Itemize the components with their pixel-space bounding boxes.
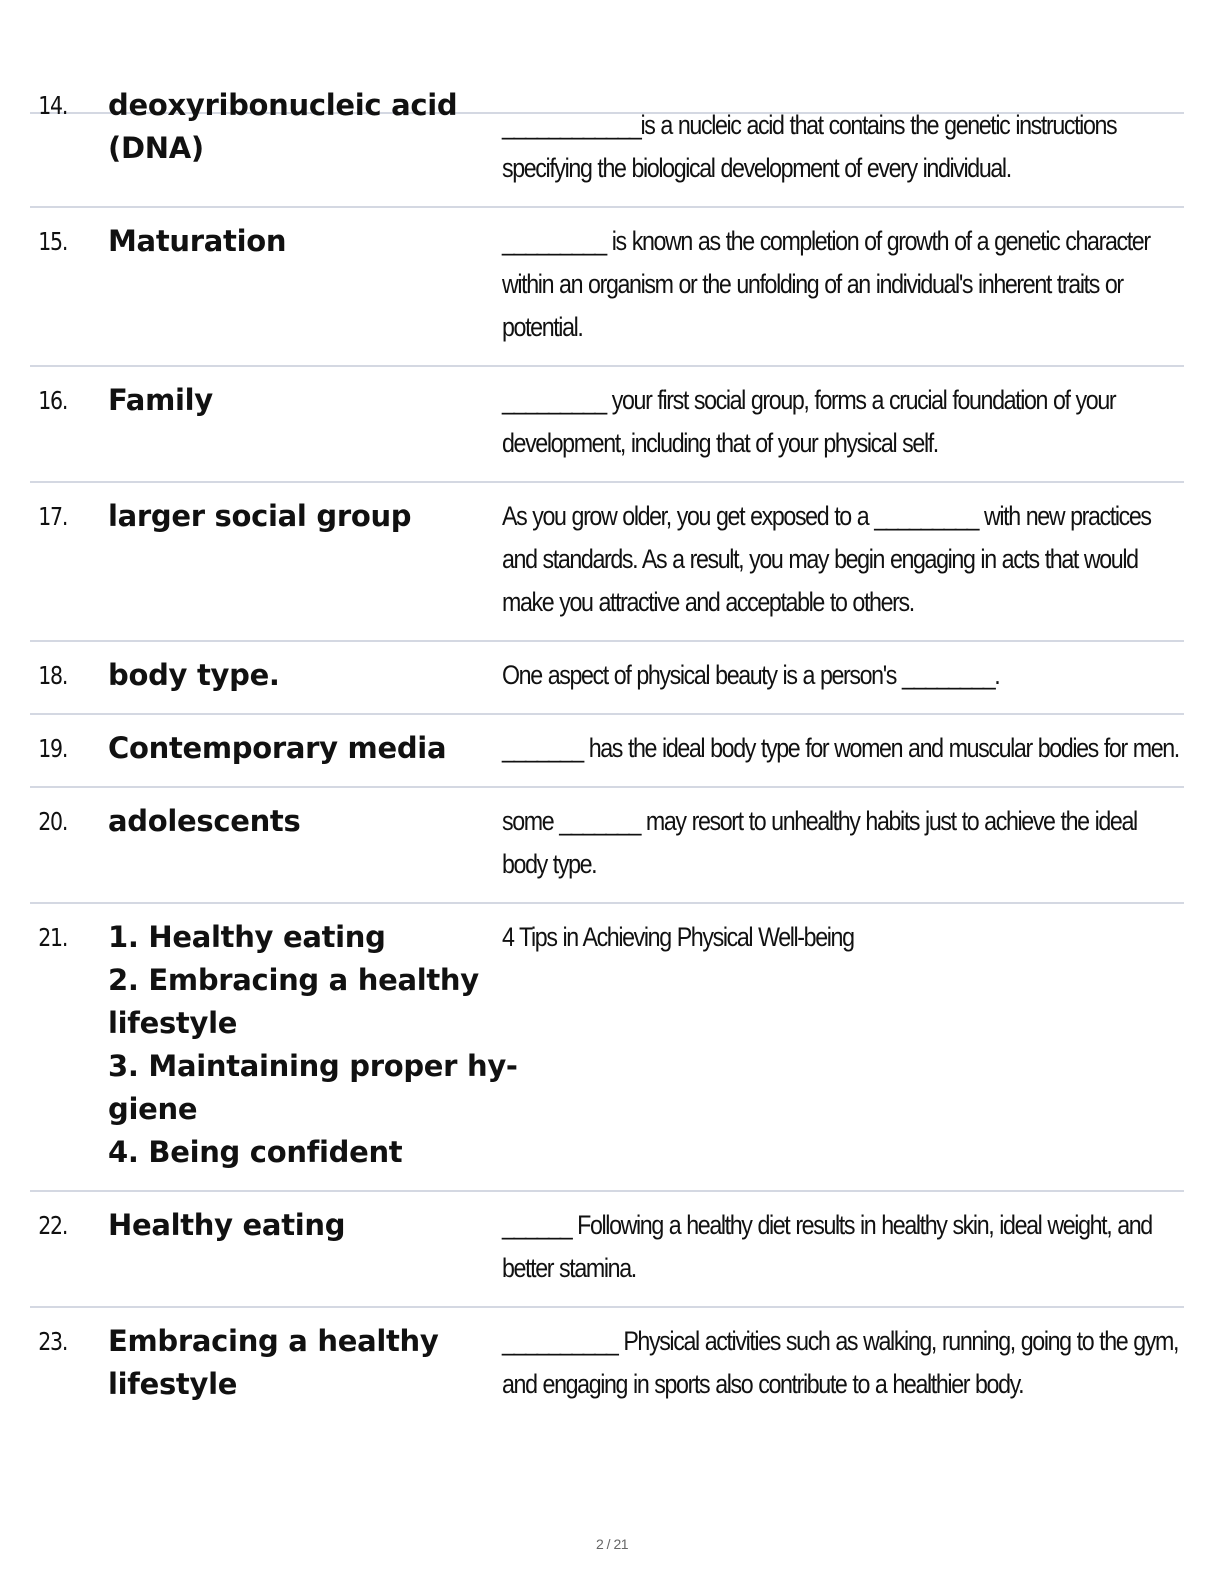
term-line: Maturation [108,224,287,258]
flashcard-row-18 [30,642,1184,715]
flashcard-row-22 [30,1192,1184,1308]
term-line: giene [108,1092,198,1126]
card-definition: __________ Physical activities such as walking, running, going to the gym, and engaging in sports also contribute to a healthier body. [502,1326,1179,1399]
term-line: body type. [108,658,280,692]
card-definition: ______ Following a healthy diet results in healthy skin, ideal weight, and better stamina. [502,1210,1152,1283]
card-number: 22. [38,1211,68,1240]
card-number: 19. [38,734,68,763]
card-number: 18. [38,661,68,690]
card-definition-wrapper [502,727,1184,770]
card-definition-wrapper [502,800,1184,886]
flashcard-row-17 [30,483,1184,642]
card-definition: _________ is known as the completion of growth of a genetic character within an organism or the unfolding of an individual's inherent traits or potential. [502,226,1150,342]
term-line: 3. Maintaining proper hy- [108,1049,518,1083]
flashcard-list [30,78,1184,1422]
card-number: 16. [38,386,68,415]
term-line: (DNA) [108,131,204,165]
card-term [108,1204,502,1247]
term-line: lifestyle [108,1367,238,1401]
term-line: Healthy eating [108,1208,346,1242]
card-definition-wrapper [502,84,1184,190]
term-line: lifestyle [108,1006,238,1040]
card-term [108,727,502,770]
card-definition: 4 Tips in Achieving Physical Well-being [502,922,854,952]
term-line: 2. Embracing a healthy [108,963,479,997]
card-definition-wrapper [502,379,1184,465]
flashcard-row-19 [30,715,1184,788]
card-definition-wrapper [502,654,1184,697]
term-line: 1. Healthy eating [108,920,386,954]
term-line: Embracing a healthy [108,1324,439,1358]
card-number: 21. [38,923,68,952]
card-definition: _________ your first social group, forms a crucial foundation of your development, including that of your physical self. [502,385,1116,458]
term-line: adolescents [108,804,301,838]
flashcard-row-23 [30,1308,1184,1422]
flashcard-row-15 [30,208,1184,367]
card-definition-wrapper [502,495,1184,624]
term-line: larger social group [108,499,412,533]
card-definition-wrapper [502,1320,1184,1406]
card-definition-wrapper [502,1204,1184,1290]
card-definition-wrapper [502,220,1184,349]
term-line: deoxyribonucleic acid [108,88,458,122]
card-term [108,495,502,538]
card-definition: _______ has the ideal body type for women and muscular bodies for men. [502,733,1179,763]
term-line: Contemporary media [108,731,447,765]
card-term [108,220,502,263]
card-number: 15. [38,227,68,256]
card-term [108,84,502,170]
term-line: 4. Being confident [108,1135,403,1169]
card-term [108,916,518,1174]
card-term [108,800,502,843]
card-number: 23. [38,1327,68,1356]
flashcard-row-14 [30,78,1184,208]
card-number: 20. [38,807,68,836]
card-definition: some _______ may resort to unhealthy habits just to achieve the ideal body type. [502,806,1137,879]
flashcard-row-16 [30,367,1184,483]
card-definition: As you grow older, you get exposed to a _________ with new practices and standards. As a result, you may begin engaging in acts that would make you attractive and acceptable to others. [502,501,1151,617]
term-line: Family [108,383,213,417]
card-definition: ____________is a nucleic acid that contains the genetic instructions specifying the biological development of every individual. [502,110,1117,183]
card-term [108,379,502,422]
flashcard-row-21 [30,904,1184,1192]
flashcard-row-20 [30,788,1184,904]
card-number: 17. [38,502,68,531]
page-indicator: 2 / 21 [595,1536,629,1552]
card-number: 14. [38,91,68,120]
card-term [108,1320,502,1406]
card-definition-wrapper [502,916,1184,959]
card-term [108,654,502,697]
card-definition: One aspect of physical beauty is a person's ________. [502,660,1000,690]
